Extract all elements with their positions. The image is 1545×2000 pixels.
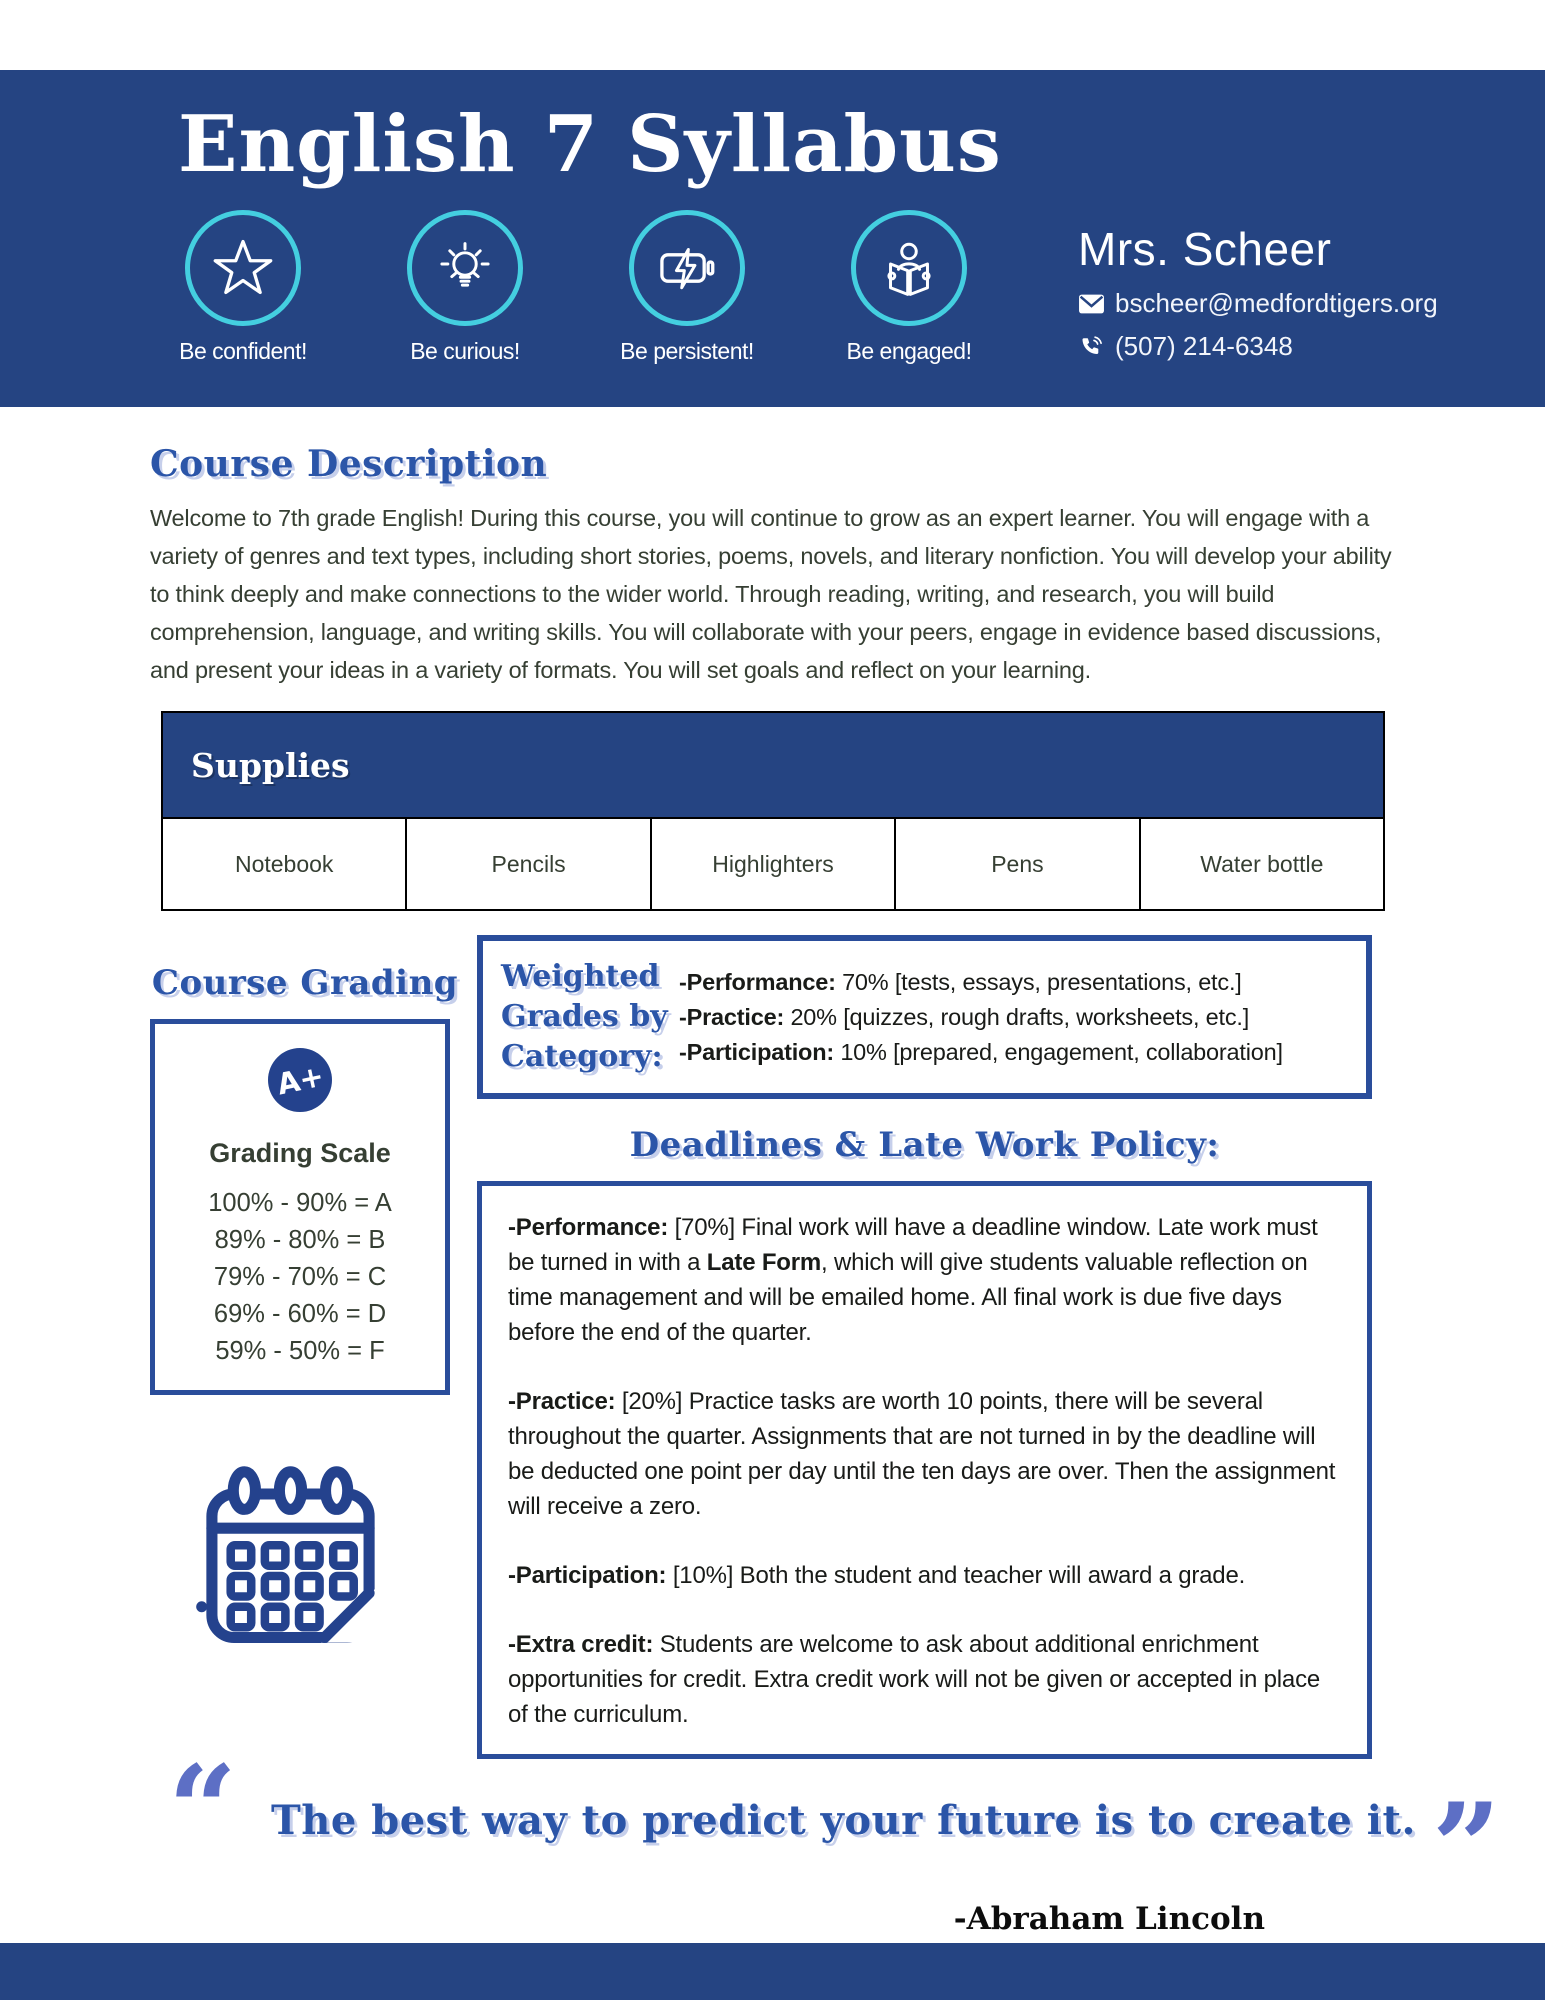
value-label: Be persistent! xyxy=(620,338,754,364)
policy-paragraph-practice: -Practice: [20%] Practice tasks are worth 10 points, there will be several throughout the quarter. Assignments that are not turned in by the deadline will be deducted one point per day until the ten days are over. Then the assignment will receive a zero. xyxy=(508,1388,1336,1520)
supply-cell: Pens xyxy=(896,819,1140,909)
teacher-block xyxy=(1078,222,1438,362)
late-policy-heading: Deadlines & Late Work Policy: xyxy=(629,1125,1220,1165)
star-icon xyxy=(185,210,301,326)
grading-scale-row: 69% - 60% = D xyxy=(213,1300,387,1328)
grading-scale-heading: Grading Scale xyxy=(209,1138,391,1168)
weighted-grades-card xyxy=(477,935,1372,1099)
header-banner xyxy=(0,70,1545,407)
late-policy-card xyxy=(477,1181,1372,1759)
phone-link[interactable]: (507) 214-6348 xyxy=(1115,331,1293,361)
policy-column xyxy=(477,935,1372,1759)
phone-row xyxy=(1078,331,1438,362)
grading-scale-card xyxy=(150,1019,450,1395)
supplies-header xyxy=(163,713,1383,819)
course-description-section xyxy=(150,443,1395,689)
a-plus-badge-icon xyxy=(268,1048,332,1112)
value-item-curious xyxy=(354,210,576,365)
value-item-confident xyxy=(132,210,354,365)
quote-row xyxy=(150,1739,1501,1918)
email-row xyxy=(1078,288,1438,319)
course-description-text: Welcome to 7th grade English! During this course, you will continue to grow as an expert learner. You will engage with a variety of genres and text types, including short stories, poems, novels, and literary nonfiction. You will develop your ability to think deeply and make connections to the wider world. Through reading, writing, and research, you will build comprehension, language, and writing skills. You will collaborate with your peers, engage in evidence based discussions, and present your ideas in a variety of formats. You will set goals and reflect on your learning. xyxy=(150,505,1392,683)
weighted-grade-row: -Participation: 10% [prepared, engagement, collaboration] xyxy=(679,1038,1283,1065)
grading-scale-row: 89% - 80% = B xyxy=(214,1226,386,1254)
grading-scale-list xyxy=(165,1185,435,1370)
email-link[interactable]: bscheer@medfordtigers.org xyxy=(1115,288,1438,318)
two-column-area xyxy=(150,935,1395,1759)
grading-column xyxy=(150,935,460,1759)
values-row xyxy=(132,210,1032,365)
policy-paragraph-extra-credit: -Extra credit: Students are welcome to ask about additional enrichment opportunities for credit. Extra credit work will not be given or accepted in place of the curriculum. xyxy=(508,1631,1321,1728)
grading-scale-row: 100% - 90% = A xyxy=(208,1189,392,1217)
lightbulb-icon xyxy=(407,210,523,326)
grading-scale-row: 79% - 70% = C xyxy=(213,1263,387,1291)
footer-bar xyxy=(0,1943,1545,2000)
teacher-name: Mrs. Scheer xyxy=(1078,223,1332,275)
supplies-heading: Supplies xyxy=(191,745,350,785)
quote-attribution: -Abraham Lincoln xyxy=(953,1901,1265,1937)
grade-badge-text: A+ xyxy=(273,1058,327,1102)
main-content xyxy=(150,407,1501,1937)
grading-scale-row: 59% - 50% = F xyxy=(215,1337,385,1365)
supply-cell: Notebook xyxy=(163,819,407,909)
open-quote-icon: “ xyxy=(168,1739,238,1880)
value-label: Be curious! xyxy=(410,338,520,364)
value-item-persistent xyxy=(576,210,798,365)
calendar-icon xyxy=(150,1453,460,1663)
close-quote-icon: ” xyxy=(1431,1777,1501,1918)
weighted-grade-row: -Practice: 20% [quizzes, rough drafts, worksheets, etc.] xyxy=(679,1003,1250,1030)
policy-paragraph-participation: -Participation: [10%] Both the student and teacher will award a grade. xyxy=(508,1562,1246,1589)
weighted-grades-heading: Weighted Grades by Category: xyxy=(501,959,668,1074)
supply-cell: Water bottle xyxy=(1200,850,1324,877)
weighted-grade-row: -Performance: 70% [tests, essays, presentations, etc.] xyxy=(679,968,1242,995)
quote-text: The best way to predict your future is to create it. xyxy=(271,1797,1416,1844)
course-description-heading: Course Description xyxy=(150,443,548,485)
policy-paragraph-performance: -Performance: [70%] Final work will have a deadline window. Late work must be turned in with a Late Form, which will give students valuable reflection on time management and will be emailed home. All final work is due five days before the end of the quarter. xyxy=(508,1214,1318,1346)
supply-cell: Pencils xyxy=(407,819,651,909)
supply-cell: Highlighters xyxy=(652,819,896,909)
battery-bolt-icon xyxy=(629,210,745,326)
supplies-table xyxy=(161,711,1385,911)
page-title: English 7 Syllabus xyxy=(178,99,1002,190)
weighted-grades-list xyxy=(679,965,1283,1070)
value-item-engaged xyxy=(798,210,1020,365)
phone-icon xyxy=(1078,335,1105,359)
value-label: Be confident! xyxy=(179,338,307,364)
value-label: Be engaged! xyxy=(846,338,972,364)
reading-book-icon xyxy=(851,210,967,326)
course-grading-heading: Course Grading xyxy=(151,963,459,1003)
envelope-icon xyxy=(1078,292,1105,316)
supplies-row xyxy=(163,819,1383,909)
